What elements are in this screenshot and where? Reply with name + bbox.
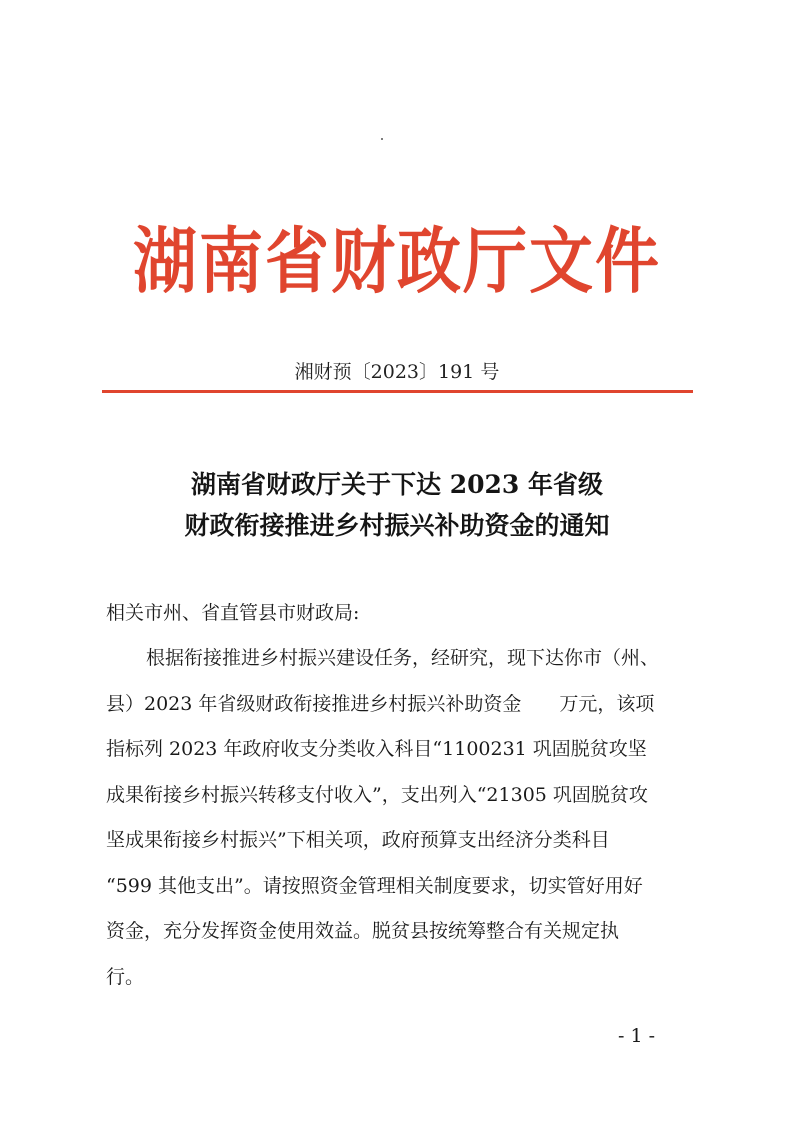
title-line: 湖南省财政厅关于下达 2023 年省级: [191, 470, 603, 499]
red-separator-line: [102, 390, 693, 393]
title-line: 财政衔接推进乡村振兴补助资金的通知: [184, 511, 610, 540]
page-number: - 1 -: [618, 1025, 656, 1047]
document-number: 湘财预〔2023〕191 号: [294, 361, 500, 383]
body-line: 指标列 2023 年政府收支分类收入科目“1100231 巩固脱贫攻坚: [106, 738, 647, 760]
scan-dot: [381, 138, 383, 140]
body-line: “599 其他支出”。请按照资金管理相关制度要求，切实管好用好: [106, 874, 643, 897]
body-line: 成果衔接乡村振兴转移支付收入”，支出列入“21305 巩固脱贫攻: [106, 783, 648, 806]
body-line: 资金，充分发挥资金使用效益。脱贫县按统筹整合有关规定执: [106, 920, 620, 942]
body-line: 根据衔接推进乡村振兴建设任务，经研究，现下达你市（州、: [146, 647, 660, 669]
body-line: 县）2023 年省级财政衔接推进乡村振兴补助资金 万元，该项: [106, 692, 655, 715]
addressee: 相关市州、省直管县市财政局:: [106, 602, 360, 624]
body-text: [106, 643, 706, 1007]
issuer-header: 湖南省财政厅文件: [133, 220, 661, 304]
body-line: 坚成果衔接乡村振兴”下相关项，政府预算支出经济分类科目: [106, 829, 610, 851]
body-line: 行。: [106, 965, 145, 988]
document-title: [80, 464, 714, 546]
